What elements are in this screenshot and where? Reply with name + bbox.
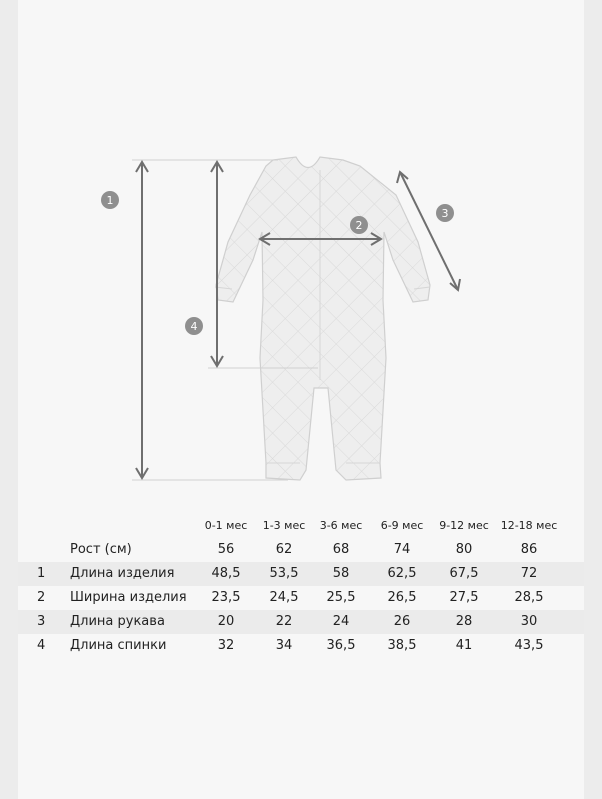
- marker-badge: [101, 191, 119, 209]
- table-cell: 26: [393, 614, 411, 629]
- table-cell: 86: [520, 542, 538, 557]
- table-cell: 67,5: [449, 566, 479, 581]
- table-cell: 72: [520, 566, 538, 581]
- table-cell: 48,5: [211, 566, 241, 581]
- table-cell: 38,5: [387, 638, 417, 653]
- table-cell: 80: [455, 542, 473, 557]
- row-number: 2: [37, 590, 46, 605]
- size-header: 6-9 мес: [380, 519, 424, 532]
- table-cell: 24,5: [269, 590, 299, 605]
- row-label: Длина рукава: [70, 614, 165, 629]
- row-label: Длина спинки: [70, 638, 167, 653]
- row-label: Рост (см): [70, 542, 132, 557]
- table-cell: 68: [332, 542, 350, 557]
- table-cell: 62: [275, 542, 293, 557]
- svg-text:4: 4: [190, 320, 198, 333]
- row-label: Ширина изделия: [70, 590, 187, 605]
- svg-text:3: 3: [441, 207, 449, 220]
- table-cell: 32: [217, 638, 235, 653]
- row-number: [37, 538, 57, 562]
- svg-text:2: 2: [355, 219, 363, 232]
- table-cell: 36,5: [326, 638, 356, 653]
- size-table: [18, 514, 584, 658]
- size-header: 0-1 мес: [204, 519, 248, 532]
- size-header: 9-12 мес: [439, 519, 489, 532]
- marker-badge: [350, 216, 368, 234]
- table-cell: 62,5: [387, 566, 417, 581]
- row-number: 4: [37, 638, 46, 653]
- table-cell: 30: [520, 614, 538, 629]
- table-cell: 24: [332, 614, 350, 629]
- table-row: [18, 586, 584, 610]
- marker-badge: [185, 317, 203, 335]
- size-header: 3-6 мес: [319, 519, 363, 532]
- table-cell: 34: [275, 638, 293, 653]
- table-row: [18, 562, 584, 586]
- table-cell: 43,5: [514, 638, 544, 653]
- table-cell: 27,5: [449, 590, 479, 605]
- table-cell: 28,5: [514, 590, 544, 605]
- size-header: 1-3 мес: [262, 519, 306, 532]
- table-cell: 20: [217, 614, 235, 629]
- table-row: [18, 538, 584, 562]
- table-cell: 74: [393, 542, 411, 557]
- table-cell: 23,5: [211, 590, 241, 605]
- size-header-row: [18, 514, 584, 538]
- romper-icon: [215, 157, 430, 480]
- table-cell: 53,5: [269, 566, 299, 581]
- measurement-figure: [18, 0, 584, 500]
- row-number: 3: [37, 614, 46, 629]
- size-chart-page: [18, 0, 584, 799]
- table-row: [18, 610, 584, 634]
- table-cell: 28: [455, 614, 473, 629]
- row-label: Длина изделия: [70, 566, 175, 581]
- table-cell: 26,5: [387, 590, 417, 605]
- table-row: [18, 634, 584, 658]
- table-cell: 41: [455, 638, 473, 653]
- row-number: 1: [37, 566, 46, 581]
- table-cell: 22: [275, 614, 293, 629]
- table-cell: 56: [217, 542, 235, 557]
- marker-badge: [436, 204, 454, 222]
- svg-text:1: 1: [106, 194, 114, 207]
- table-cell: 58: [332, 566, 350, 581]
- measurement-arrow-4: [211, 162, 223, 366]
- size-header: 12-18 мес: [500, 519, 558, 532]
- measurement-arrow-1: [136, 162, 148, 478]
- table-cell: 25,5: [326, 590, 356, 605]
